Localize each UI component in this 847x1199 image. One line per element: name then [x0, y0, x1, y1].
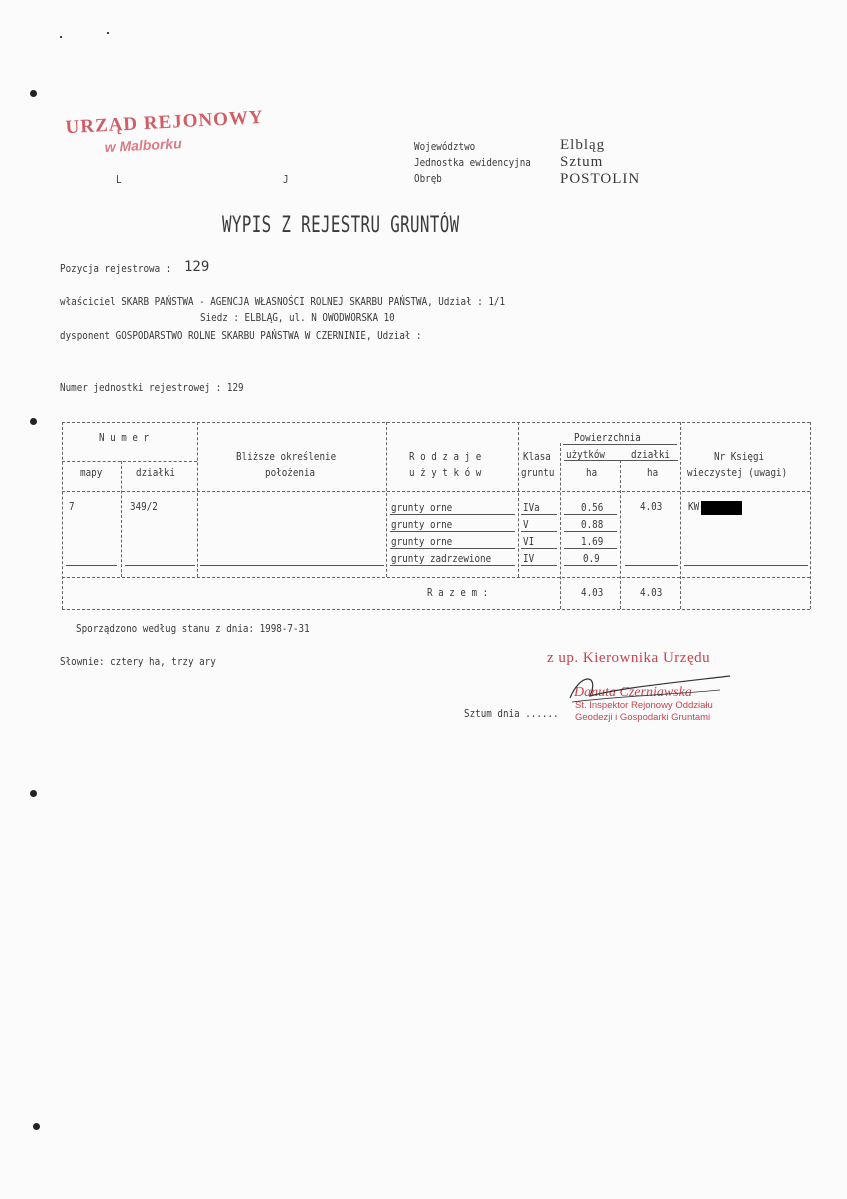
row-4-ha: 0.9 — [583, 553, 600, 565]
header-numer: N u m e r — [99, 432, 150, 444]
scan-speck — [107, 32, 109, 34]
row-2-ha: 0.88 — [581, 519, 604, 531]
wojewodztwo-value: Elbląg — [560, 137, 606, 153]
slownie-line: Słownie: cztery ha, trzy ary — [60, 656, 216, 668]
row-3-klasa: VI — [523, 536, 535, 548]
scan-speck — [60, 36, 62, 38]
header-ksiega-2: wieczystej (uwagi) — [687, 467, 788, 479]
pozycja-label: Pozycja rejestrowa : — [60, 263, 172, 275]
signature-line-1: z up. Kierownika Urzędu — [547, 650, 711, 666]
header-klasa-1: Klasa — [523, 451, 551, 463]
numer-jednostki: Numer jednostki rejestrowej : 129 — [60, 382, 244, 394]
cell-kw-prefix: KW — [688, 501, 700, 513]
row-4-klasa: IV — [523, 553, 535, 565]
header-rodzaje-1: R o d z a j e — [409, 451, 482, 463]
signature-line-2: Danuta Czerniawska — [574, 685, 692, 700]
row-1-ha: 0.56 — [581, 502, 604, 514]
cell-dzialka-ha: 4.03 — [640, 501, 663, 513]
jednostka-value: Sztum — [560, 154, 604, 170]
row-3-rodzaj: grunty orne — [391, 536, 453, 548]
header-ha-2: ha — [647, 467, 659, 479]
signature-line-3: St. Inspektor Rejonowy Oddziału — [575, 700, 713, 711]
obreb-value: POSTOLIN — [560, 171, 641, 187]
cell-mapa: 7 — [69, 501, 75, 513]
header-dzialki: działki — [136, 467, 175, 479]
header-ksiega-1: Nr Księgi — [714, 451, 765, 463]
header-ha-1: ha — [586, 467, 598, 479]
row-2-klasa: V — [523, 519, 529, 531]
siedz-line: Siedz : ELBLĄG, ul. N OWODWORSKA 10 — [200, 312, 395, 324]
corner-mark-right: J — [283, 174, 289, 186]
cell-dzialka: 349/2 — [130, 501, 158, 513]
header-blizsze-1: Bliższe określenie — [236, 451, 337, 463]
obreb-label: Obręb — [414, 173, 442, 185]
header-blizsze-2: położenia — [265, 467, 316, 479]
razem-uzytkow: 4.03 — [581, 587, 604, 599]
signature-line-4: Geodezji i Gospodarki Gruntami — [575, 712, 711, 723]
header-mapy: mapy — [80, 467, 103, 479]
jednostka-label: Jednostka ewidencyjna — [414, 157, 531, 169]
stamp-line-2: w Malborku — [104, 135, 183, 156]
header-klasa-2: gruntu — [521, 467, 555, 479]
wlasciciel-line: właściciel SKARB PAŃSTWA - AGENCJA WŁASNOŚCI ROLNEJ SKARBU PAŃSTWA, Udział : 1/1 — [60, 296, 506, 308]
punch-hole — [30, 90, 37, 97]
redacted-kw-number — [701, 501, 742, 515]
header-uzytkow: użytków — [566, 449, 605, 461]
razem-dzialki: 4.03 — [640, 587, 663, 599]
razem-label: R a z e m : — [427, 587, 489, 599]
punch-hole — [30, 418, 37, 425]
office-stamp — [65, 107, 265, 157]
sztum-dnia: Sztum dnia ...... — [464, 708, 559, 720]
sporzadzono-line: Sporządzono według stanu z dnia: 1998-7-31 — [76, 623, 310, 635]
row-4-rodzaj: grunty zadrzewione — [391, 553, 492, 565]
dysponent-line: dysponent GOSPODARSTWO ROLNE SKARBU PAŃSTWA W CZERNINIE, Udział : — [60, 330, 422, 342]
punch-hole — [30, 790, 37, 797]
wojewodztwo-label: Województwo — [414, 141, 476, 153]
document-title: WYPIS Z REJESTRU GRUNTÓW — [222, 213, 460, 238]
header-powierzchnia: Powierzchnia — [574, 432, 641, 444]
row-2-rodzaj: grunty orne — [391, 519, 453, 531]
header-dzialki-pow: działki — [631, 449, 670, 461]
stamp-line-1: URZĄD REJONOWY — [65, 106, 265, 139]
row-3-ha: 1.69 — [581, 536, 604, 548]
punch-hole — [33, 1123, 40, 1130]
corner-mark-left: L — [116, 174, 122, 186]
row-1-rodzaj: grunty orne — [391, 502, 453, 514]
row-1-klasa: IVa — [523, 502, 540, 514]
header-rodzaje-2: u ż y t k ó w — [409, 467, 482, 479]
pozycja-value: 129 — [184, 259, 210, 275]
